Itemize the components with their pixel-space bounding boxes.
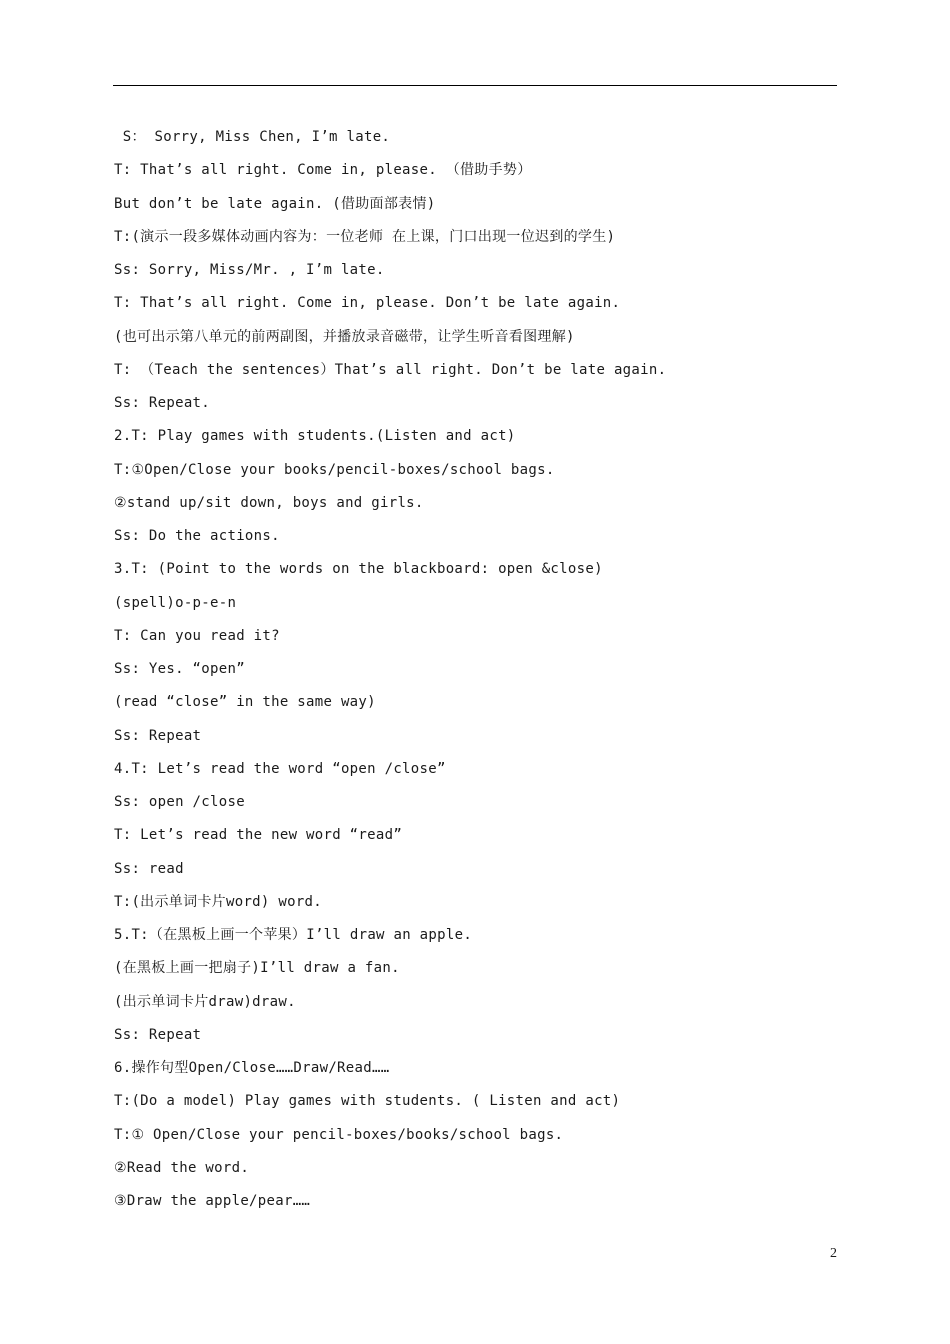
text-line: 4.T: Let’s read the word “open /close” (114, 760, 446, 777)
text-line: Ss: Repeat (114, 1026, 202, 1043)
text-line: T: That’s all right. Come in, please. （借助手势） (114, 162, 532, 179)
text-line: T:① Open/Close your pencil-boxes/books/school bags. (114, 1126, 564, 1143)
text-line: (出示单词卡片draw)draw. (114, 993, 296, 1010)
text-line: T:(演示一段多媒体动画内容为：一位老师 在上课，门口出现一位迟到的学生) (114, 228, 616, 245)
text-line: Ss: Repeat (114, 727, 202, 744)
text-line: Ss: Do the actions. (114, 528, 280, 544)
text-line: ③Draw the apple/pear…… (114, 1193, 311, 1209)
text-line: S： Sorry, Miss Chen, I’m late. (114, 129, 391, 145)
text-line: (在黑板上画一把扇子)I’ll draw a fan. (114, 960, 400, 977)
text-line: (也可出示第八单元的前两副图，并播放录音磁带，让学生听音看图理解) (114, 328, 575, 345)
text-line: ②Read the word. (114, 1159, 250, 1176)
text-line: Ss: Yes. “open” (114, 661, 245, 677)
text-line: 2.T: Play games with students.(Listen and act) (114, 428, 516, 445)
text-line: 3.T: (Point to the words on the blackboard: open &close) (114, 561, 603, 578)
text-line: Ss: open /close (114, 794, 245, 810)
text-line: T: （Teach the sentences）That’s all right. Don’t be late again. (114, 361, 667, 378)
text-line: But don’t be late again. (借助面部表情) (114, 195, 436, 212)
text-line: T: Can you read it? (114, 627, 280, 644)
text-line: 5.T:（在黑板上画一个苹果）I’ll draw an apple. (114, 927, 473, 943)
text-line: T:①Open/Close your books/pencil-boxes/school bags. (114, 461, 555, 478)
text-line: T: Let’s read the new word “read” (114, 827, 403, 844)
text-line: (spell)o-p-e-n (114, 594, 237, 611)
text-line: Ss: Sorry, Miss/Mr. , I’m late. (114, 262, 385, 278)
text-line: Ss: read (114, 860, 184, 877)
lesson-text-body (114, 125, 834, 1222)
text-line: (read “close” in the same way) (114, 694, 376, 711)
header-rule (113, 85, 837, 86)
text-line: T:(出示单词卡片word) word. (114, 893, 323, 910)
text-line: Ss: Repeat. (114, 395, 211, 411)
text-line: T: That’s all right. Come in, please. Don’t be late again. (114, 295, 621, 312)
text-line: T:(Do a model) Play games with students. ( Listen and act) (114, 1093, 621, 1110)
text-line: ②stand up/sit down, boys and girls. (114, 494, 424, 511)
text-line: 6.操作句型Open/Close……Draw/Read…… (114, 1060, 390, 1076)
page-number: 2 (830, 1246, 837, 1261)
